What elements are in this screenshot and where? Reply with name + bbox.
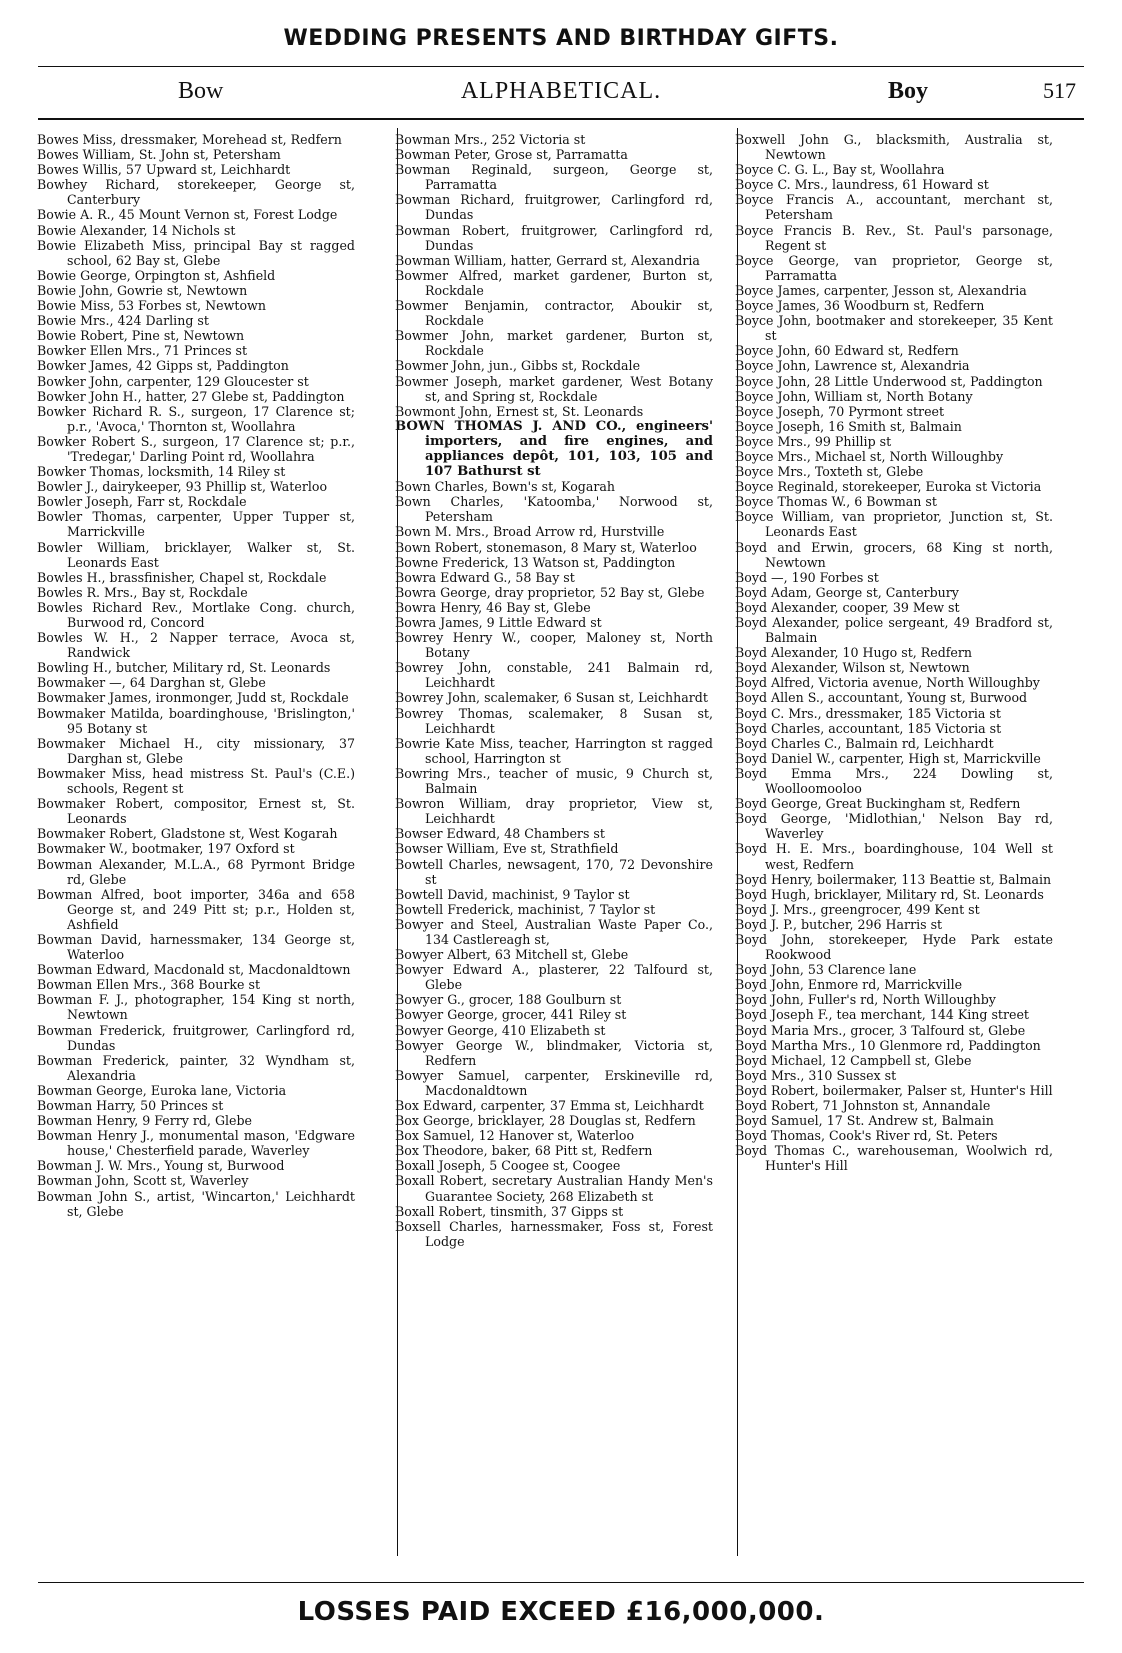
directory-entry: Bowman Edward, Macdonald st, Macdonaldtown (37, 962, 351, 978)
directory-entry: Boyd Maria Mrs., grocer, 3 Talfourd st, Glebe (735, 1022, 1026, 1038)
directory-entry: Boyd George, 'Midlothian,' Nelson Bay rd, Waverley (735, 811, 1053, 842)
directory-entry: Boyce James, 36 Woodburn st, Redfern (735, 298, 985, 314)
directory-entry: Boyd Emma Mrs., 224 Dowling st, Woolloomooloo (735, 765, 1053, 797)
directory-entry: Bowhey Richard, storekeeper, George st, Canterbury (37, 177, 355, 208)
directory-entry: Boyce John, bootmaker and storekeeper, 35 Kent st (735, 313, 1053, 344)
page-heading (38, 78, 1084, 112)
directory-entry: Boxwell John G., blacksmith, Australia st, Newtown (735, 132, 1053, 163)
directory-entry: Bowmaker Miss, head mistress St. Paul's (C.E.) schools, Regent st (37, 765, 355, 797)
directory-entry: Boyce William, van proprietor, Junction st, St. Leonards East (735, 509, 1053, 540)
directory-entry: Bowtell Frederick, machinist, 7 Taylor st (395, 901, 656, 917)
directory-entry: Boxsell Charles, harnessmaker, Foss st, Forest Lodge (395, 1218, 713, 1249)
directory-entry: Boyd and Erwin, grocers, 68 King st north, Newtown (735, 539, 1053, 570)
directory-entry: Boyd John, storekeeper, Hyde Park estate Rookwood (735, 931, 1053, 963)
directory-entry: Bowrie Kate Miss, teacher, Harrington st ragged school, Harrington st (395, 735, 713, 766)
directory-entry: Bowman Mrs., 252 Victoria st (395, 132, 586, 147)
directory-entry: Bowker Richard R. S., surgeon, 17 Clarence st; p.r., 'Avoca,' Thornton st, Woollahra (37, 403, 355, 434)
directory-entry: Bowler William, bricklayer, Walker st, St. Leonards East (37, 539, 355, 570)
directory-entry: Bowra James, 9 Little Edward st (395, 615, 602, 630)
directory-entry: Boyd J. Mrs., greengrocer, 499 Kent st (735, 901, 980, 917)
directory-entry: Boyd C. Mrs., dressmaker, 185 Victoria st (735, 705, 1001, 721)
directory-entry: Bowker Ellen Mrs., 71 Princes st (37, 343, 248, 359)
directory-entry: Boyd Alexander, police sergeant, 49 Bradford st, Balmain (735, 615, 1053, 646)
directory-entry: Boyce John, 60 Edward st, Redfern (735, 343, 959, 359)
directory-entry: Bowyer Edward A., plasterer, 22 Talfourd st, Glebe (395, 962, 713, 993)
footer-rule (38, 1582, 1084, 1583)
directory-entry: Boyd Adam, George st, Canterbury (735, 584, 959, 600)
directory-entry: Boyd John, Fuller's rd, North Willoughby (735, 992, 996, 1008)
directory-entry: Boyd —, 190 Forbes st (735, 569, 879, 585)
directory-entry: Bowman Henry J., monumental mason, 'Edgware house,' Chesterfield parade, Waverley (37, 1128, 355, 1159)
directory-entry: Bowler Thomas, carpenter, Upper Tupper st, Marrickville (37, 509, 355, 540)
bottom-advertisement-banner: LOSSES PAID EXCEED £16,000,000. (297, 1597, 825, 1627)
directory-entry: Bowes Miss, dressmaker, Morehead st, Redfern (37, 132, 342, 147)
directory-entry: Boyd Thomas, Cook's River rd, St. Peters (735, 1128, 998, 1144)
directory-entry: Boyce Francis B. Rev., St. Paul's parsonage, Regent st (735, 222, 1053, 253)
directory-entry: Bowmaker —, 64 Darghan st, Glebe (37, 675, 266, 691)
directory-entry: Bowman Reginald, surgeon, George st, Parramatta (395, 162, 713, 193)
directory-entry: Bowron William, dray proprietor, View st, Leichhardt (395, 796, 713, 827)
directory-entry: Bowles Richard Rev., Mortlake Cong. church, Burwood rd, Concord (37, 599, 355, 630)
directory-entry: Boyce Mrs., Toxteth st, Glebe (735, 464, 924, 480)
directory-entry: Bowyer Albert, 63 Mitchell st, Glebe (395, 947, 629, 963)
directory-entry: Boyce Mrs., Michael st, North Willoughby (735, 448, 1004, 464)
directory-entry: Bowmaker Michael H., city missionary, 37 Darghan st, Glebe (37, 735, 355, 766)
directory-entry: Boyd J. P., butcher, 296 Harris st (735, 916, 943, 932)
directory-entry: Boyd Michael, 12 Campbell st, Glebe (735, 1052, 972, 1068)
directory-entry: Bown Robert, stonemason, 8 Mary st, Waterloo (395, 539, 697, 555)
directory-entry: Box Edward, carpenter, 37 Emma st, Leichhardt (395, 1098, 704, 1113)
directory-entry: Bown Charles, 'Katoomba,' Norwood st, Petersham (395, 494, 713, 525)
directory-column-3 (735, 132, 1053, 1173)
directory-entry: Bowes Willis, 57 Upward st, Leichhardt (37, 162, 291, 178)
directory-entry: Boyce John, 28 Little Underwood st, Paddington (735, 373, 1043, 389)
directory-entry: Bowles R. Mrs., Bay st, Rockdale (37, 584, 248, 600)
directory-entry: Bowman George, Euroka lane, Victoria (37, 1082, 287, 1098)
directory-entry: Boyd Robert, 71 Johnston st, Annandale (735, 1098, 991, 1113)
directory-entry: Boyd Hugh, bricklayer, Military rd, St. Leonards (735, 886, 1044, 902)
directory-entry: Boyd Joseph F., tea merchant, 144 King street (735, 1007, 1029, 1023)
directory-entry: Box Samuel, 12 Hanover st, Waterloo (395, 1128, 635, 1144)
directory-entry: Boyce Joseph, 70 Pyrmont street (735, 403, 945, 419)
top-advertisement-banner: WEDDING PRESENTS AND BIRTHDAY GIFTS. (283, 26, 839, 51)
page-number: 517 (1043, 78, 1076, 103)
directory-entry: Bowman F. J., photographer, 154 King st north, Newtown (37, 992, 355, 1023)
directory-entry: Boyd Allen S., accountant, Young st, Burwood (735, 690, 1028, 706)
directory-entry: Bowman Alfred, boot importer, 346a and 658 George st, and 249 Pitt st; p.r., Holden st, Ashfield (37, 886, 355, 932)
directory-entry: Boxall Robert, secretary Australian Handy Men's Guarantee Society, 268 Elizabeth st (395, 1173, 713, 1204)
directory-entry: Bowra Henry, 46 Bay st, Glebe (395, 599, 591, 615)
directory-entry: Bowman Ellen Mrs., 368 Bourke st (37, 977, 261, 993)
directory-entry: Boyd Alexander, Wilson st, Newtown (735, 660, 970, 676)
directory-entry: Bowmer Alfred, market gardener, Burton st, Rockdale (395, 267, 713, 298)
directory-entry: Bowring Mrs., teacher of music, 9 Church st, Balmain (395, 765, 713, 797)
directory-entry: Bowman Henry, 9 Ferry rd, Glebe (37, 1113, 253, 1129)
directory-entry: Boyce John, William st, North Botany (735, 388, 973, 404)
directory-entry: Bowman Richard, fruitgrower, Carlingford rd, Dundas (395, 192, 713, 223)
directory-entry: Bowler J., dairykeeper, 93 Phillip st, Waterloo (37, 479, 328, 495)
directory-entry: Bowles W. H., 2 Napper terrace, Avoca st, Randwick (37, 630, 355, 661)
directory-entry: Boyce C. Mrs., laundress, 61 Howard st (735, 177, 989, 193)
directory-entry: Bowie Robert, Pine st, Newtown (37, 328, 245, 344)
directory-entry: Bowmer Joseph, market gardener, West Botany st, and Spring st, Rockdale (395, 373, 713, 404)
directory-entry: Boyce Joseph, 16 Smith st, Balmain (735, 418, 962, 434)
directory-entry: Bowyer and Steel, Australian Waste Paper Co., 134 Castlereagh st, (395, 916, 713, 947)
directory-entry: Bowker Thomas, locksmith, 14 Riley st (37, 464, 286, 480)
directory-entry: Boyce George, van proprietor, George st, Parramatta (735, 252, 1053, 283)
directory-entry: Bowmaker W., bootmaker, 197 Oxford st (37, 841, 295, 857)
directory-entry: Bowtell Charles, newsagent, 170, 72 Devonshire st (395, 856, 713, 887)
directory-entry: Boyd Samuel, 17 St. Andrew st, Balmain (735, 1113, 994, 1129)
directory-entry: Bowker James, 42 Gipps st, Paddington (37, 358, 289, 374)
directory-entry: Boyd Mrs., 310 Sussex st (735, 1067, 897, 1083)
directory-entry: Boyd George, Great Buckingham st, Redfern (735, 796, 1021, 812)
directory-entry: Bowra George, dray proprietor, 52 Bay st, Glebe (395, 584, 705, 600)
directory-entry: Boyce John, Lawrence st, Alexandria (735, 358, 970, 374)
directory-entry: Box George, bricklayer, 28 Douglas st, Redfern (395, 1113, 696, 1129)
directory-entry: Bowman Frederick, fruitgrower, Carlingford rd, Dundas (37, 1022, 355, 1053)
directory-entry: Bowyer George, grocer, 441 Riley st (395, 1007, 627, 1023)
directory-entry: Bowman Peter, Grose st, Parramatta (395, 147, 628, 163)
directory-entry: Bowser William, Eve st, Strathfield (395, 841, 619, 857)
directory-entry: Bowling H., butcher, Military rd, St. Leonards (37, 660, 331, 676)
left-guide-word: Bow (178, 78, 224, 104)
directory-entry: Bowman John S., artist, 'Wincarton,' Leichhardt st, Glebe (37, 1188, 355, 1219)
directory-entry: Bowker Robert S., surgeon, 17 Clarence st; p.r., 'Tredegar,' Darling Point rd, Woollahra (37, 433, 355, 464)
directory-entry: Bowman Frederick, painter, 32 Wyndham st, Alexandria (37, 1052, 355, 1083)
directory-entry: Bowman Robert, fruitgrower, Carlingford rd, Dundas (395, 222, 713, 253)
directory-entry: Bowie A. R., 45 Mount Vernon st, Forest Lodge (37, 207, 338, 223)
directory-column-2 (395, 132, 713, 1249)
directory-entry: Bowker John H., hatter, 27 Glebe st, Paddington (37, 388, 345, 404)
directory-entry: Boyd Charles C., Balmain rd, Leichhardt (735, 735, 994, 751)
directory-entry: Boyce Francis A., accountant, merchant st, Petersham (735, 192, 1053, 223)
directory-entry: Bowker John, carpenter, 129 Gloucester st (37, 373, 309, 389)
directory-entry: Bowmaker Robert, Gladstone st, West Kogarah (37, 826, 338, 842)
directory-entry: Bowrey John, scalemaker, 6 Susan st, Leichhardt (395, 690, 708, 706)
directory-entry: Bowne Frederick, 13 Watson st, Paddington (395, 554, 676, 570)
directory-entry: Boyce Mrs., 99 Phillip st (735, 433, 892, 449)
directory-entry: Bowie George, Orpington st, Ashfield (37, 267, 276, 283)
right-guide-word: Boy (888, 78, 929, 104)
directory-entry: Bowmer John, jun., Gibbs st, Rockdale (395, 358, 641, 374)
directory-entry: Bowmer Benjamin, contractor, Aboukir st, Rockdale (395, 298, 713, 329)
directory-entry: Bowrey Henry W., cooper, Maloney st, North Botany (395, 630, 713, 661)
directory-entry: Bowra Edward G., 58 Bay st (395, 569, 575, 585)
directory-entry: Bowman David, harnessmaker, 134 George st, Waterloo (37, 931, 355, 963)
directory-entry: Boyd John, 53 Clarence lane (735, 962, 917, 978)
directory-entry: Boyce James, carpenter, Jesson st, Alexandria (735, 282, 1027, 298)
directory-entry: Boyce C. G. L., Bay st, Woollahra (735, 162, 945, 178)
directory-entry: Boyd Charles, accountant, 185 Victoria st (735, 720, 1002, 736)
directory-entry: Bowie Mrs., 424 Darling st (37, 313, 209, 329)
directory-entry: Bowes William, St. John st, Petersham (37, 147, 281, 163)
directory-entry: Boyd Martha Mrs., 10 Glenmore rd, Paddington (735, 1037, 1041, 1053)
directory-entry: Boyd Henry, boilermaker, 113 Beattie st, Balmain (735, 871, 1052, 887)
directory-entry: Bowie Alexander, 14 Nichols st (37, 222, 236, 238)
directory-entry: Bowser Edward, 48 Chambers st (395, 826, 605, 842)
directory-entry: Boyce Thomas W., 6 Bowman st (735, 494, 937, 510)
directory-entry: Boyd Daniel W., carpenter, High st, Marrickville (735, 750, 1041, 766)
directory-entry: Bowie Miss, 53 Forbes st, Newtown (37, 298, 266, 314)
directory-entry: Boyd John, Enmore rd, Marrickville (735, 977, 963, 993)
directory-entry: Bowman Alexander, M.L.A., 68 Pyrmont Bridge rd, Glebe (37, 856, 355, 887)
directory-entry: Bowmaker James, ironmonger, Judd st, Rockdale (37, 690, 349, 706)
directory-entry: Boyd Thomas C., warehouseman, Woolwich rd, Hunter's Hill (735, 1143, 1053, 1174)
directory-entry: Boyd H. E. Mrs., boardinghouse, 104 Well st west, Redfern (735, 841, 1053, 872)
directory-entry: Bowles H., brassfinisher, Chapel st, Rockdale (37, 569, 327, 585)
directory-entry: Bowtell David, machinist, 9 Taylor st (395, 886, 630, 902)
directory-entry: Bowrey John, constable, 241 Balmain rd, Leichhardt (395, 660, 713, 691)
directory-entry: Bowmaker Matilda, boardinghouse, 'Brislington,' 95 Botany st (37, 705, 355, 736)
directory-entry: Bowman J. W. Mrs., Young st, Burwood (37, 1158, 285, 1174)
directory-entry: Bowyer George, 410 Elizabeth st (395, 1022, 606, 1038)
directory-entry: Bowmer John, market gardener, Burton st, Rockdale (395, 328, 713, 359)
directory-entry: Bowyer G., grocer, 188 Goulburn st (395, 992, 622, 1008)
directory-columns (37, 132, 1085, 1557)
directory-entry: Bowman John, Scott st, Waverley (37, 1173, 249, 1189)
directory-entry: Bowie John, Gowrie st, Newtown (37, 282, 248, 298)
directory-entry: Boyd Alexander, cooper, 39 Mew st (735, 599, 960, 615)
directory-entry: Bown Charles, Bown's st, Kogarah (395, 479, 616, 495)
directory-entry: Bown M. Mrs., Broad Arrow rd, Hurstville (395, 524, 665, 540)
directory-entry: Bowmont John, Ernest st, St. Leonards (395, 403, 644, 419)
directory-entry: Bowie Elizabeth Miss, principal Bay st ragged school, 62 Bay st, Glebe (37, 237, 355, 268)
heading-rule (38, 118, 1084, 120)
directory-entry: Boxall Robert, tinsmith, 37 Gipps st (395, 1203, 624, 1219)
directory-entry: Bowyer George W., blindmaker, Victoria st, Redfern (395, 1037, 713, 1068)
directory-column-1 (37, 132, 355, 1219)
directory-entry: Bowmaker Robert, compositor, Ernest st, St. Leonards (37, 796, 355, 827)
directory-entry: Bowman William, hatter, Gerrard st, Alexandria (395, 252, 700, 268)
directory-entry: Boyd Robert, boilermaker, Palser st, Hunter's Hill (735, 1082, 1053, 1098)
directory-entry: Boxall Joseph, 5 Coogee st, Coogee (395, 1158, 621, 1174)
header-rule (38, 66, 1084, 67)
directory-entry: BOWN THOMAS J. AND CO., engineers' importers, and fire engines, and appliances depôt, 101, 103, 105 and 107 Bathurst st (395, 418, 713, 480)
directory-entry: Box Theodore, baker, 68 Pitt st, Redfern (395, 1143, 653, 1159)
directory-entry: Bowman Harry, 50 Princes st (37, 1098, 224, 1113)
directory-entry: Bowler Joseph, Farr st, Rockdale (37, 494, 247, 510)
directory-entry: Boyd Alfred, Victoria avenue, North Willoughby (735, 675, 1040, 691)
directory-entry: Bowyer Samuel, carpenter, Erskineville rd, Macdonaldtown (395, 1067, 713, 1098)
directory-entry: Bowrey Thomas, scalemaker, 8 Susan st, Leichhardt (395, 705, 713, 736)
section-title: ALPHABETICAL. (460, 78, 662, 104)
directory-entry: Boyd Alexander, 10 Hugo st, Redfern (735, 645, 973, 661)
directory-entry: Boyce Reginald, storekeeper, Euroka st Victoria (735, 479, 1042, 495)
